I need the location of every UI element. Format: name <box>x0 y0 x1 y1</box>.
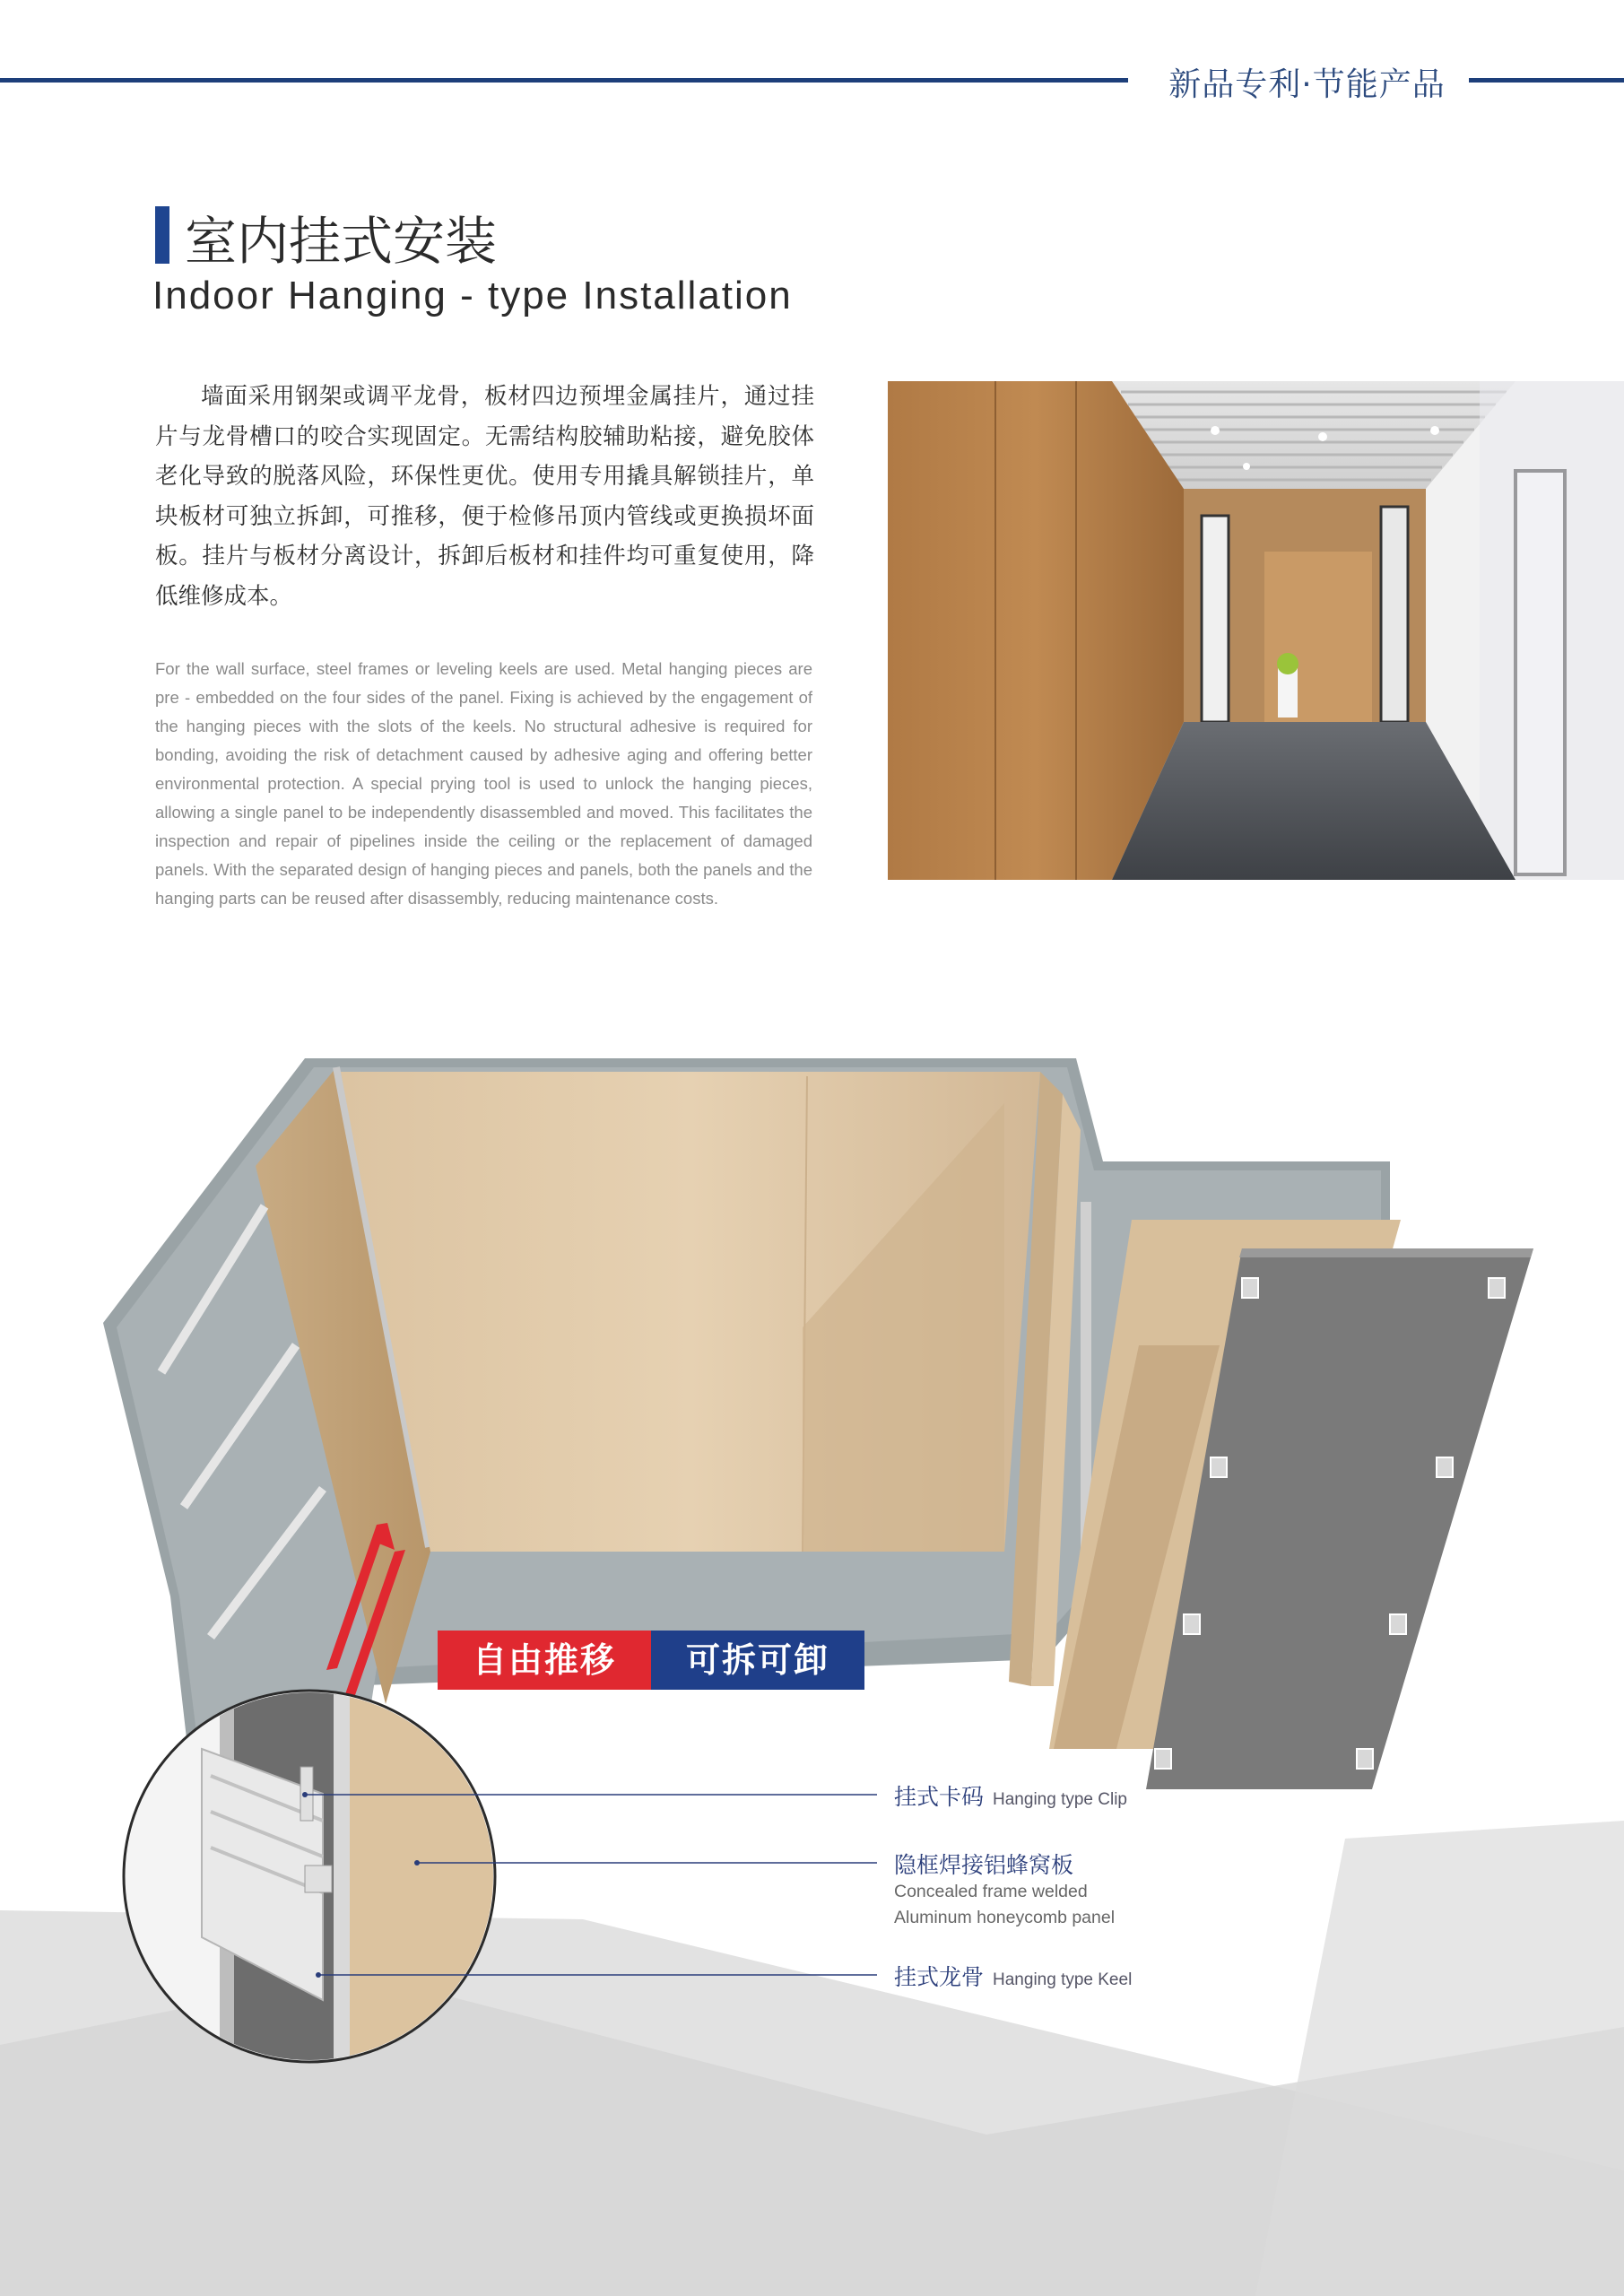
section-title-en: Indoor Hanging - type Installation <box>152 274 793 317</box>
header-rule-right <box>1469 78 1624 83</box>
header-tag: 新品专利·节能产品 <box>1168 66 1446 103</box>
callout-keel-cn: 挂式龙骨 <box>894 1964 985 1990</box>
callout-keel-en: Hanging type Keel <box>993 1970 1133 1989</box>
description-en: For the wall surface, steel frames or leveling keels are used. Metal hanging pieces are pre - embedded on the four sides of the panel. Fixing is achieved by the engagement of the hanging pieces with the slots of the keels. No structural adhesive is required for bonding, avoiding the risk of detachment caused by adhesive aging and offering better environmental protection. A special prying tool is used to unlock the hanging pieces, allowing a single panel to be independently disassembled and moved. This facilitates the inspection and repair of pipelines inside the ceiling or the replacement of damaged panels. With the separated design of hanging pieces and panels, both the panels and the hanging parts can be reused after disassembly, reducing maintenance costs. <box>155 659 812 908</box>
title-accent-bar <box>155 206 169 264</box>
callout-panel-cn: 隐框焊接铝蜂窝板 <box>894 1852 1074 1878</box>
header-rule-left <box>0 78 1128 83</box>
callout-panel-en-line2: Aluminum honeycomb panel <box>894 1908 1116 1927</box>
callout-keel <box>894 1960 1132 1992</box>
callout-panel-en-line1: Concealed frame welded <box>894 1882 1088 1901</box>
callout-clip-cn: 挂式卡码 <box>894 1784 985 1810</box>
section-title-cn: 室内挂式安装 <box>185 211 498 272</box>
callout-clip <box>894 1779 1127 1812</box>
badge-free-sliding: 自由推移 <box>438 1631 651 1690</box>
callout-panel-en <box>894 1879 1115 1931</box>
corridor-photo <box>888 381 1624 880</box>
badge-removable: 可拆可卸 <box>651 1631 864 1690</box>
description-cn: 墙面采用钢架或调平龙骨，板材四边预埋金属挂片，通过挂片与龙骨槽口的咬合实现固定。无需结构胶辅助粘接，避免胶体老化导致的脱落风险，环保性更优。使用专用撬具解锁挂片，单块板材可独立拆卸，可推移，便于检修吊顶内管线或更换损坏面板。挂片与板材分离设计，拆卸后板材和挂件均可重复使用，降低维修成本。 <box>155 383 814 610</box>
callout-clip-en: Hanging type Clip <box>993 1790 1127 1809</box>
